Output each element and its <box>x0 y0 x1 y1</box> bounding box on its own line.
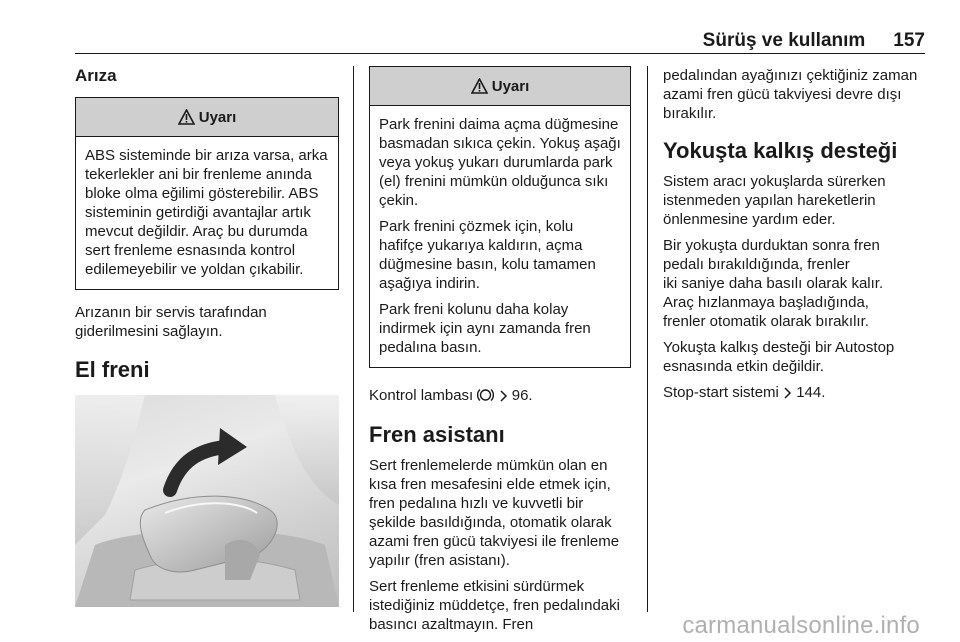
page-header <box>75 28 925 52</box>
stop-start-line <box>663 383 933 402</box>
column-2 <box>369 66 631 641</box>
paragraph-continued: pedalından ayağınızı çektiğiniz zaman azami fren gücü takviyesi devre dışı bırakılır. <box>663 67 918 122</box>
warning-header <box>370 67 630 106</box>
handbrake-illustration <box>75 395 339 607</box>
warning-title: Uyarı <box>198 108 237 126</box>
text-line: Araç hızlanmaya başladığında, <box>663 294 869 311</box>
column-1 <box>75 66 339 607</box>
text-line: iki saniye daha basılı olarak kalır. <box>663 275 884 292</box>
heading-el-freni: El freni <box>75 357 150 382</box>
text-line: pedalı bırakıldığında, frenler <box>663 256 850 273</box>
parking-brake-lamp-icon <box>477 387 494 403</box>
paragraph-yokus-2 <box>663 236 933 331</box>
control-lamp-reference: 96. <box>511 387 533 404</box>
paragraph-fren-1: Sert frenlemelerde mümkün olan en kısa fren mesafesini elde etmek için, fren pedalına hızlı ve kuvvetli bir şekilde basıldığında, otomatik olarak azami fren gücü takviyesi ile frenleme yapılır (fren asistanı). <box>369 457 620 569</box>
warning-paragraph-2: Park frenini çözmek için, kolu hafifçe yukarıya kaldırın, açma düğmesine basın, kolu tamamen aşağıya indirin. <box>379 218 596 292</box>
warning-body <box>76 137 338 289</box>
column-divider-1 <box>353 66 354 612</box>
header-rule <box>75 53 925 54</box>
page-number: 157 <box>893 30 925 51</box>
warning-box-parking <box>369 66 631 368</box>
paragraph-yokus-1: Sistem aracı yokuşlarda sürerken istenmeden yapılan hareketlerin önlenmesine yardım eder. <box>663 173 886 228</box>
text-line: frenler otomatik olarak bırakılır. <box>663 313 869 330</box>
heading-yokus-kalkis: Yokuşta kalkış desteği <box>663 138 898 163</box>
control-lamp-line <box>369 386 631 405</box>
warning-text: ABS sisteminde bir arıza varsa, arka tekerlekler ani bir frenleme anında bloke olma eğilimi gösterebilir. ABS sisteminin getirdiği avantajlar artık mevcut değildir. Araç bu durumda sert frenleme esnasında kontrol edilemeyebilir ve yoldan çıkabilir. <box>85 147 328 278</box>
text-line: Bir yokuşta durduktan sonra fren <box>663 237 880 254</box>
control-lamp-label: Kontrol lambası <box>369 387 474 404</box>
warning-paragraph-1: Park frenini daima açma düğmesine basmadan sıkıca çekin. Yokuş aşağı veya yokuş yukarı durumlarda park (el) frenini mümkün olduğunca sıkı çekin. <box>379 116 621 209</box>
warning-box-abs <box>75 97 339 290</box>
page-reference-icon <box>499 389 508 403</box>
paragraph-yokus-3: Yokuşta kalkış desteği bir Autostop esnasında etkin değildir. <box>663 339 895 375</box>
watermark: carmanualsonline.info <box>682 612 920 639</box>
column-3 <box>663 66 933 409</box>
heading-ariza: Arıza <box>75 66 117 85</box>
section-title: Sürüş ve kullanım <box>702 30 866 51</box>
warning-paragraph-3: Park freni kolunu daha kolay indirmek için aynı zamanda fren pedalına basın. <box>379 301 591 356</box>
handbrake-drawing <box>75 395 339 607</box>
column-divider-2 <box>647 66 648 612</box>
paragraph-service: Arızanın bir servis tarafından giderilmesini sağlayın. <box>75 304 267 340</box>
warning-title: Uyarı <box>491 77 530 95</box>
heading-fren-asistani: Fren asistanı <box>369 422 505 447</box>
stop-start-reference: 144. <box>796 384 826 401</box>
warning-triangle-icon <box>178 109 195 125</box>
warning-header <box>76 98 338 137</box>
page-reference-icon <box>783 386 792 400</box>
warning-body <box>370 106 630 367</box>
warning-triangle-icon <box>471 78 488 94</box>
paragraph-fren-2: Sert frenleme etkisini sürdürmek istediğiniz müddetçe, fren pedalındaki basıncı azaltmayın. Fren <box>369 578 620 633</box>
stop-start-label: Stop-start sistemi <box>663 384 779 401</box>
